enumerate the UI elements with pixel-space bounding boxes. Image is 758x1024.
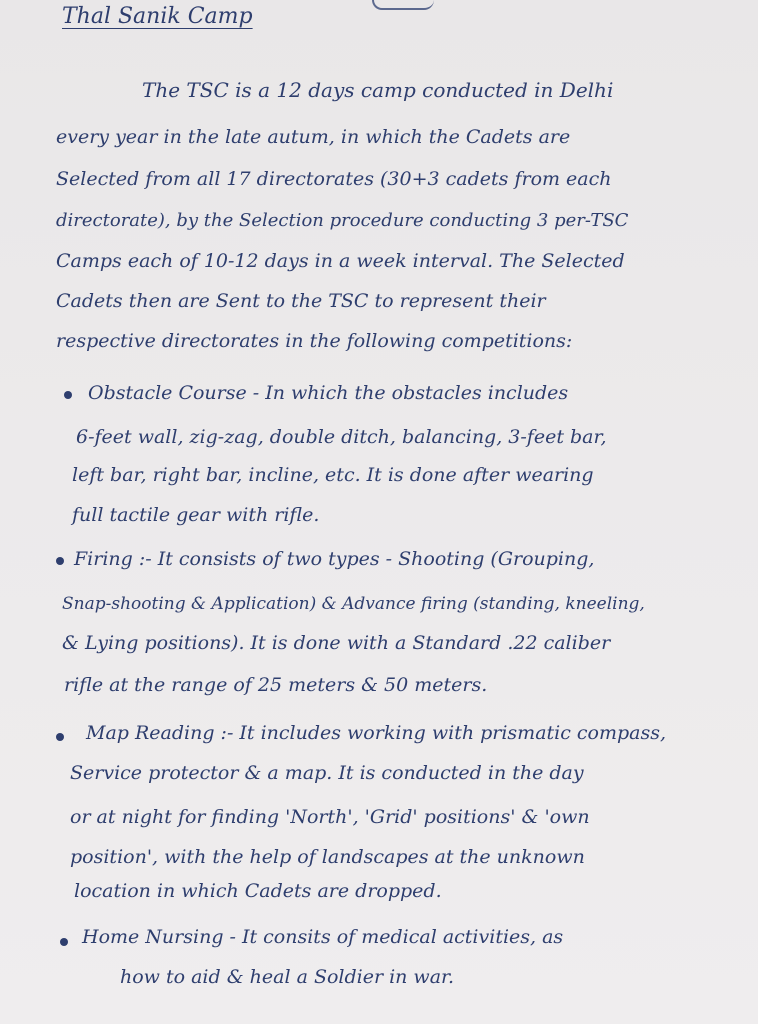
competition-line: Service protector & a map. It is conducted in the day <box>70 762 584 784</box>
competition-line: location in which Cadets are dropped. <box>74 880 442 902</box>
competition-line: Home Nursing - It consits of medical activities, as <box>82 926 564 948</box>
intro-line: Cadets then are Sent to the TSC to represent their <box>56 290 546 312</box>
intro-line: directorate), by the Selection procedure conducting 3 per-TSC <box>56 210 629 231</box>
competition-line: Map Reading :- It includes working with prismatic compass, <box>86 722 667 744</box>
intro-line: The TSC is a 12 days camp conducted in Delhi <box>142 78 614 102</box>
top-scribble <box>372 0 434 10</box>
competition-line: how to aid & heal a Soldier in war. <box>120 966 455 988</box>
competition-line: or at night for finding 'North', 'Grid' positions' & 'own <box>70 806 590 828</box>
competition-line: Firing :- It consists of two types - Shooting (Grouping, <box>74 548 595 570</box>
competition-line: position', with the help of landscapes at the unknown <box>70 846 585 868</box>
competition-line: 6-feet wall, zig-zag, double ditch, balancing, 3-feet bar, <box>76 426 607 448</box>
page-title: Thal Sanik Camp <box>62 4 253 29</box>
intro-line: every year in the late autum, in which the Cadets are <box>56 126 571 148</box>
competition-line: & Lying positions). It is done with a Standard .22 caliber <box>62 632 611 654</box>
intro-line: respective directorates in the following competitions: <box>56 330 573 352</box>
competition-line: left bar, right bar, incline, etc. It is done after wearing <box>72 464 594 486</box>
bullet-point <box>64 391 72 399</box>
bullet-point <box>56 557 64 565</box>
competition-line: rifle at the range of 25 meters & 50 meters. <box>64 674 488 696</box>
competition-line: full tactile gear with rifle. <box>72 504 320 526</box>
competition-line: Snap-shooting & Application) & Advance firing (standing, kneeling, <box>62 594 645 614</box>
bullet-point <box>60 938 68 946</box>
intro-line: Selected from all 17 directorates (30+3 cadets from each <box>56 168 612 190</box>
competition-line: Obstacle Course - In which the obstacles includes <box>88 382 569 404</box>
bullet-point <box>56 733 64 741</box>
intro-line: Camps each of 10-12 days in a week interval. The Selected <box>56 250 625 272</box>
